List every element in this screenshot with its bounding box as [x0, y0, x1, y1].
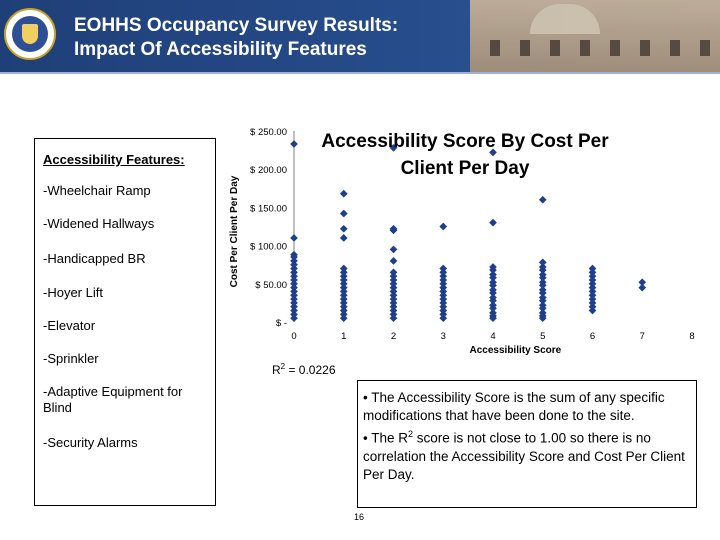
y-tick-label: $ 150.00: [250, 203, 287, 215]
x-tick-label: 4: [490, 331, 496, 342]
feature-item: -Widened Hallways: [43, 216, 155, 231]
x-tick-label: 0: [291, 331, 297, 342]
data-point: [340, 225, 347, 232]
r2-number: = 0.0226: [285, 363, 336, 377]
feature-item: -Handicapped BR: [43, 251, 146, 266]
data-point: [340, 210, 347, 217]
explanation-bullet-2: [363, 425, 692, 484]
data-point: [340, 190, 347, 197]
feature-item: -Wheelchair Ramp: [43, 183, 151, 198]
data-point: [639, 284, 646, 291]
y-tick-label: $ 50.00: [255, 279, 287, 291]
chart-title: Accessibility Score By Cost Per Client Per Day: [321, 131, 609, 179]
x-axis-label: Accessibility Score: [469, 345, 562, 356]
bullet2-part-a: • The R: [363, 430, 408, 446]
page-title-line2: Impact Of Accessibility Features: [74, 39, 367, 60]
data-point: [390, 257, 397, 264]
data-point: [290, 140, 297, 147]
y-tick-label: $ 200.00: [250, 165, 287, 177]
y-axis-label: Cost Per Client Per Day: [229, 175, 240, 288]
y-tick-label: $ -: [275, 318, 287, 329]
x-tick-label: 8: [689, 331, 695, 342]
bullet2-sup: 2: [408, 429, 414, 439]
r2-value: [272, 362, 336, 377]
feature-item: -Elevator: [43, 318, 96, 333]
x-tick-label: 7: [639, 331, 645, 342]
feature-item: -Hoyer Lift: [43, 285, 103, 300]
x-tick-label: 6: [589, 331, 596, 342]
y-tick-label: $ 250.00: [250, 127, 287, 138]
data-point: [290, 234, 297, 241]
data-point: [340, 234, 347, 241]
bullet2-part-b: score is not close to 1.00 so there is no correlation the Accessibility Score and Cost Per Client Per Day.: [363, 430, 685, 482]
page-number: 16: [354, 512, 365, 522]
x-tick-label: 1: [341, 331, 347, 342]
x-tick-label: 3: [440, 331, 446, 342]
explanation-box: [357, 380, 697, 508]
data-point: [489, 219, 496, 226]
page-title-line1: EOHHS Occupancy Survey Results:: [74, 15, 399, 36]
x-tick-label: 5: [540, 331, 546, 342]
r2-sup: 2: [280, 362, 286, 371]
data-point: [440, 223, 447, 230]
feature-item: -Security Alarms: [43, 435, 138, 450]
y-tick-label: $ 100.00: [250, 241, 287, 253]
feature-item: -Sprinkler: [43, 351, 99, 366]
features-heading: Accessibility Features:: [43, 152, 185, 167]
data-point: [390, 246, 397, 253]
feature-item: -Adaptive Equipment for Blind: [43, 384, 183, 415]
explanation-bullet-1: • The Accessibility Score is the sum of any specific modifications that have been done to the site.: [363, 390, 665, 423]
x-tick-label: 2: [390, 331, 397, 342]
r2-prefix: R: [272, 363, 281, 377]
data-point: [539, 196, 546, 203]
